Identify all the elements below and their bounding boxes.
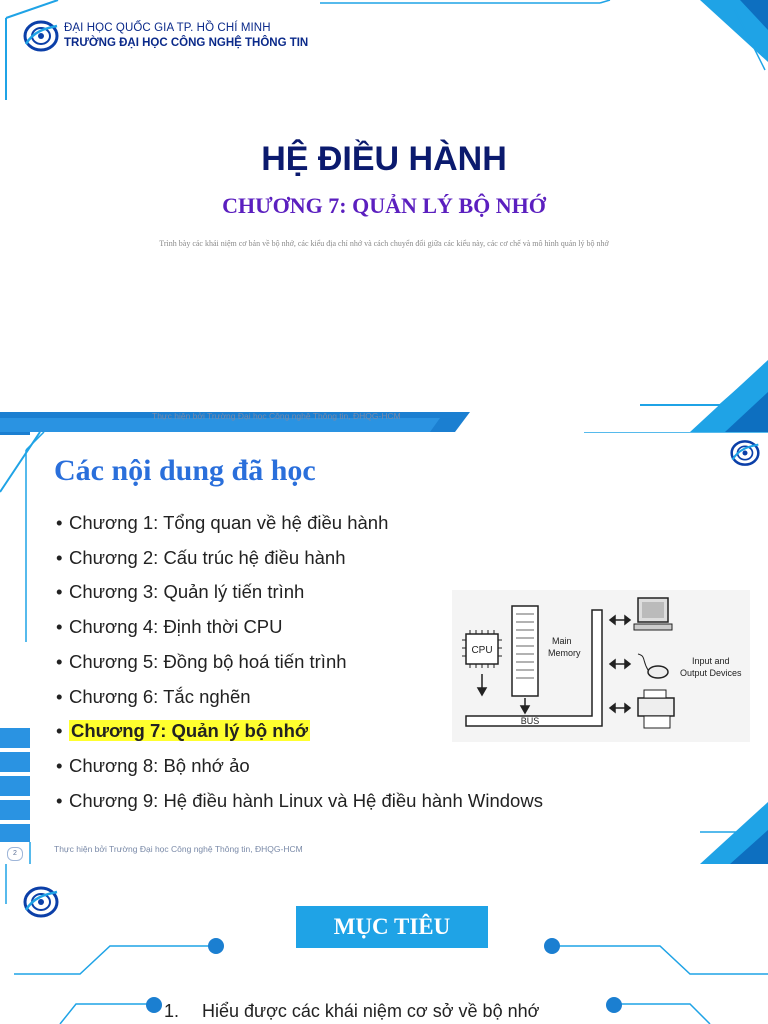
bullet: • <box>56 789 63 811</box>
objectives-heading: MỤC TIÊU <box>296 906 488 948</box>
chapter-item-text: Chương 3: Quản lý tiến trình <box>69 581 305 603</box>
bullet: • <box>56 754 63 776</box>
objective-number: 1. <box>164 1001 180 1021</box>
bullet: • <box>56 512 63 533</box>
objective-item <box>164 1001 539 1022</box>
bullet: • <box>56 616 63 638</box>
page-number: 2 <box>7 847 23 861</box>
chapter-item-text: Chương 4: Định thời CPU <box>69 616 283 638</box>
chapter-item-text: Chương 9: Hệ điều hành Linux và Hệ điều hành Windows <box>69 789 543 811</box>
contents-slide <box>0 432 768 864</box>
slide-footer: Thực hiện bởi Trường Đại học Công nghệ Thông tin, ĐHQG-HCM <box>54 844 303 854</box>
course-title: HỆ ĐIỀU HÀNH <box>261 140 507 178</box>
chapter-item-text: Chương 2: Cấu trúc hệ điều hành <box>69 546 346 568</box>
slide-footer: Thực hiện bởi Trường Đại học Công nghệ Thông tin, ĐHQG-HCM <box>152 411 401 421</box>
bullet: • <box>56 720 63 742</box>
university-logo-icon <box>22 18 60 54</box>
objective-text: Hiểu được các khái niệm cơ sở về bộ nhớ <box>202 1001 540 1021</box>
title-slide <box>0 0 768 432</box>
chapter-list-item <box>56 790 543 812</box>
chapter-list-item <box>56 720 310 742</box>
bullet: • <box>56 650 63 672</box>
chapter-list-item <box>56 616 283 638</box>
chapter-list-item <box>56 547 346 569</box>
chapter-description: Trình bày các khái niệm cơ bản về bộ nhớ, các kiểu địa chỉ nhớ và cách chuyển đổi giữa các kiểu này, các cơ chế và mô hình quản lý bộ nhớ <box>159 239 609 248</box>
chapter-list-item <box>56 512 388 534</box>
chapter-item-text: Chương 1: Tổng quan về hệ điều hành <box>69 512 389 533</box>
chapter-list-item <box>56 755 250 777</box>
slide-title: Các nội dung đã học <box>54 454 316 487</box>
computer-architecture-diagram <box>452 590 750 742</box>
university-logo-icon <box>22 884 60 920</box>
io-label-line2: Output Devices <box>680 668 742 678</box>
io-label-line1: Input and <box>692 656 730 666</box>
bullet: • <box>56 685 63 707</box>
memory-label-line2: Memory <box>548 648 581 658</box>
university-name-line1: ĐẠI HỌC QUỐC GIA TP. HỒ CHÍ MINH <box>64 22 271 34</box>
objectives-slide <box>0 864 768 1024</box>
chapter-item-text: Chương 6: Tắc nghẽn <box>69 685 251 707</box>
chapter-item-text: Chương 5: Đồng bộ hoá tiến trình <box>69 650 347 672</box>
bus-label: BUS <box>520 716 540 726</box>
chapter-title: CHƯƠNG 7: QUẢN LÝ BỘ NHỚ <box>222 193 546 218</box>
bullet: • <box>56 546 63 568</box>
memory-label-line1: Main <box>552 636 572 646</box>
university-name-line2: TRƯỜNG ĐẠI HỌC CÔNG NGHỆ THÔNG TIN <box>64 37 309 49</box>
bullet: • <box>56 581 63 603</box>
chapter-list-item <box>56 581 304 603</box>
chapter-item-highlighted: Chương 7: Quản lý bộ nhớ <box>71 720 309 742</box>
cpu-label: CPU <box>471 645 493 656</box>
chapter-list-item <box>56 651 347 673</box>
chapter-list-item <box>56 686 251 708</box>
chapter-item-text: Chương 8: Bộ nhớ ảo <box>69 754 250 776</box>
university-logo-icon <box>728 438 762 468</box>
